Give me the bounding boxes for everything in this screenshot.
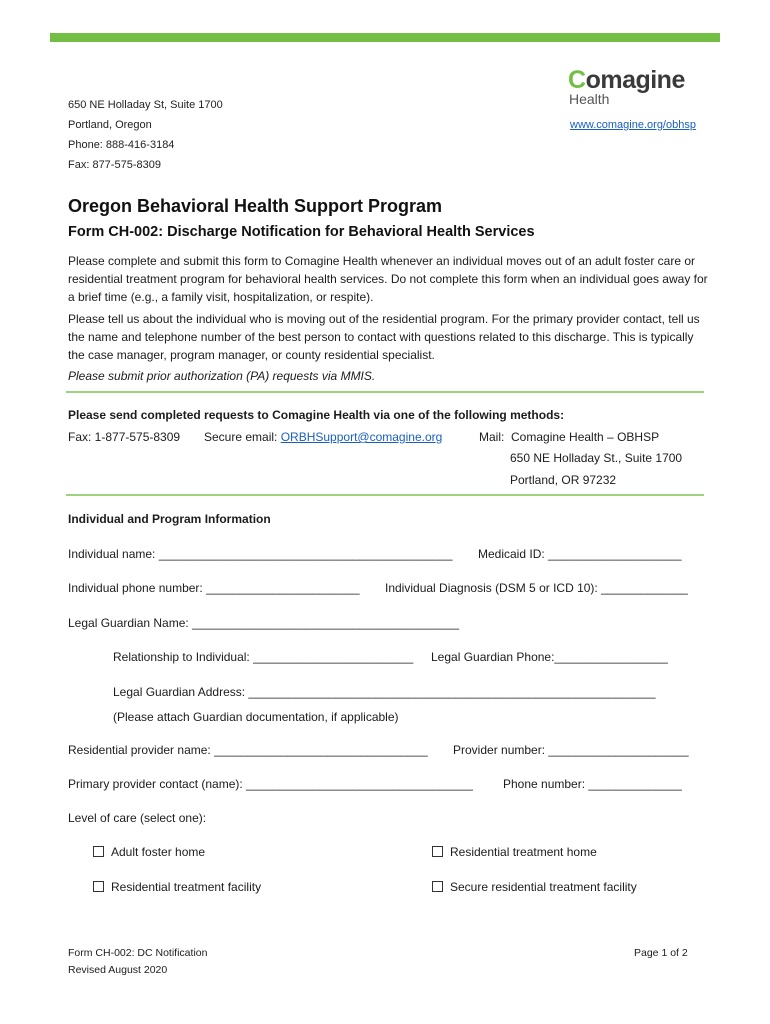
top-accent-bar	[50, 33, 720, 42]
intro-paragraph-2: Please tell us about the individual who is moving out of the residential program. For the primary provider contact, tell us the name and telephone number of the best person to contact with questions related to this discharge. This is typically the case manager, program manager, or county residential specialist.	[68, 312, 700, 362]
secure-email-link[interactable]: ORBHSupport@comagine.org	[280, 430, 443, 444]
option-adult-foster-home[interactable]: Adult foster home	[93, 845, 205, 859]
footer-revised: Revised August 2020	[68, 964, 168, 976]
option-residential-treatment-home[interactable]: Residential treatment home	[432, 845, 597, 859]
checkbox[interactable]	[93, 881, 104, 892]
phone-line: Phone: 888-416-3184	[68, 139, 175, 151]
section-heading: Individual and Program Information	[68, 512, 271, 526]
form-subtitle: Form CH-002: Discharge Notification for Behavioral Health Services	[68, 224, 535, 240]
mail-address-line-2: 650 NE Holladay St., Suite 1700	[510, 451, 683, 465]
medicaid-id-field[interactable]: Medicaid ID: ____________________	[478, 547, 682, 561]
address-line-2: Portland, Oregon	[68, 119, 152, 131]
secure-email-label: Secure email:	[204, 430, 281, 444]
secure-email-row	[204, 430, 442, 444]
intro-paragraph-1: Please complete and submit this form to Comagine Health whenever an individual moves out of an adult foster care or residential treatment program for behavioral health services. Do not complete this form when an individual goes away for a brief time (e.g., a family visit, hospitalization, or respite).	[68, 254, 708, 304]
page-number: Page 1 of 2	[634, 947, 688, 959]
diagnosis-field[interactable]: Individual Diagnosis (DSM 5 or ICD 10): _____________	[385, 581, 688, 595]
residential-provider-field[interactable]: Residential provider name: ________________________________	[68, 743, 428, 757]
primary-phone-field[interactable]: Phone number: ______________	[503, 777, 682, 791]
logo-subtext: Health	[569, 91, 610, 107]
fax-line: Fax: 877-575-8309	[68, 159, 161, 171]
divider	[66, 494, 704, 496]
individual-phone-field[interactable]: Individual phone number: _______________________	[68, 581, 360, 595]
logo-wordmark: Comagine	[568, 66, 685, 94]
primary-contact-field[interactable]: Primary provider contact (name): __________________________________	[68, 777, 473, 791]
individual-name-field[interactable]: Individual name: ____________________________________________	[68, 547, 453, 561]
submit-heading: Please send completed requests to Comagine Health via one of the following methods:	[68, 408, 565, 422]
relationship-field[interactable]: Relationship to Individual: ________________________	[113, 650, 414, 664]
checkbox[interactable]	[432, 881, 443, 892]
option-residential-treatment-facility[interactable]: Residential treatment facility	[93, 880, 261, 894]
guardian-doc-note: (Please attach Guardian documentation, if applicable)	[113, 710, 399, 724]
provider-number-field[interactable]: Provider number: _____________________	[453, 743, 689, 757]
level-of-care-label: Level of care (select one):	[68, 811, 207, 825]
website-link[interactable]: www.comagine.org/obhsp	[570, 119, 696, 131]
guardian-address-field[interactable]: Legal Guardian Address: _____________________________________________________________	[113, 685, 656, 699]
checkbox[interactable]	[432, 846, 443, 857]
comagine-health-logo	[568, 66, 708, 108]
divider	[66, 391, 704, 393]
guardian-phone-field[interactable]: Legal Guardian Phone:_________________	[431, 650, 668, 664]
mail-address-line-1: Mail: Comagine Health – OBHSP	[479, 430, 660, 444]
address-line-1: 650 NE Holladay St, Suite 1700	[68, 99, 223, 111]
footer-form-id: Form CH-002: DC Notification	[68, 947, 208, 959]
page-title: Oregon Behavioral Health Support Program	[68, 196, 443, 216]
mail-address-line-3: Portland, OR 97232	[510, 473, 617, 487]
legal-guardian-name-field[interactable]: Legal Guardian Name: ________________________________________	[68, 616, 460, 630]
checkbox[interactable]	[93, 846, 104, 857]
fax-number: Fax: 1-877-575-8309	[68, 430, 181, 444]
option-secure-residential-treatment-facility[interactable]: Secure residential treatment facility	[432, 880, 637, 894]
pa-note: Please submit prior authorization (PA) requests via MMIS.	[68, 369, 376, 383]
